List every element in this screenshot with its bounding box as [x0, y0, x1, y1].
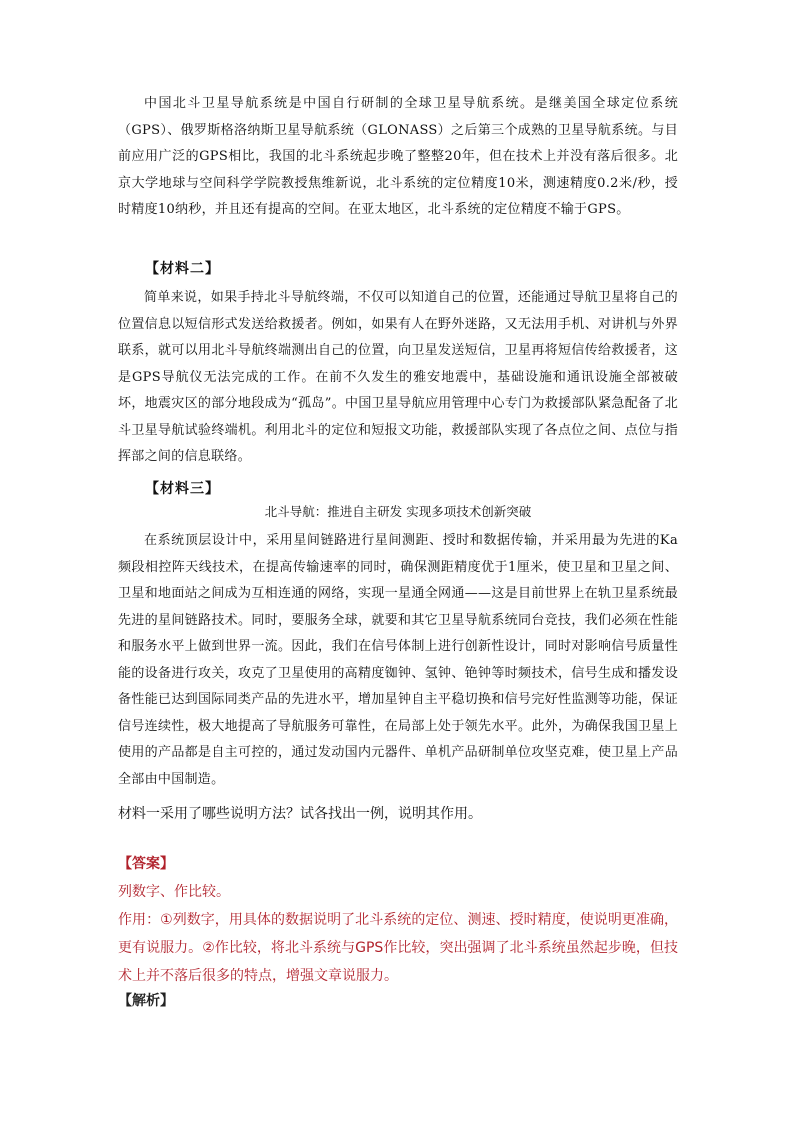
material3-title: 北斗导航：推进自主研发 实现多项技术创新突破: [264, 504, 532, 519]
material3-heading: 【材料三】: [145, 481, 220, 497]
material2-heading: 【材料二】: [145, 261, 220, 277]
answer-line-1: 列数字、作比较。: [118, 884, 230, 900]
material1-paragraph: 中国北斗卫星导航系统是中国自行研制的全球卫星导航系统。是继美国全球定位系统（GPS）、俄罗斯格洛纳斯卫星导航系统（GLONASS）之后第三个成熟的卫星导航系统。与目前应用广泛的GPS相比，我国的北斗系统起步晚了整整20年，但在技术上并没有落后很多。北京大学地球与空间科学学院教授焦维新说，北斗系统的定位精度10米，测速精度0.2米/秒，授时精度10纳秒，并且还有提高的空间。在亚太地区，北斗系统的定位精度不输于GPS。: [118, 96, 678, 217]
question-text: 材料一采用了哪些说明方法？试各找出一例，说明其作用。: [118, 806, 482, 822]
analysis-label: 【解析】: [118, 993, 174, 1009]
answer-line-2: 作用：①列数字，用具体的数据说明了北斗系统的定位、测速、授时精度，使说明更准确，更有说服力。②作比较，将北斗系统与GPS作比较，突出强调了北斗系统虽然起步晚，但技术上并不落后很多的特点，增强文章说服力。: [118, 912, 678, 984]
material3-paragraph: 在系统顶层设计中，采用星间链路进行星间测距、授时和数据传输，并采用最为先进的Ka频段相控阵天线技术，在提高传输速率的同时，确保测距精度优于1厘米，使卫星和卫星之间、卫星和地面站之间成为互相连通的网络，实现一星通全网通——这是目前世界上在轨卫星系统最先进的星间链路技术。同时，要服务全球，就要和其它卫星导航系统同台竞技，我们必须在性能和服务水平上做到世界一流。因此，我们在信号体制上进行创新性设计，同时对影响信号质量性能的设备进行攻关，攻克了卫星使用的高精度铷钟、氢钟、铯钟等时频技术，信号生成和播发设备性能已达到国际同类产品的先进水平，增加星钟自主平稳切换和信号完好性监测等功能，保证信号连续性，极大地提高了导航服务可靠性，在局部上处于领先水平。此外，为确保我国卫星上使用的产品都是自主可控的，通过发动国内元器件、单机产品研制单位攻坚克难，使卫星上产品全部由中国制造。: [118, 533, 678, 787]
material2-paragraph: 简单来说，如果手持北斗导航终端，不仅可以知道自己的位置，还能通过导航卫星将自己的位置信息以短信形式发送给救援者。例如，如果有人在野外迷路，又无法用手机、对讲机与外界联系，就可以用北斗导航终端测出自己的位置，向卫星发送短信，卫星再将短信传给救援者，这是GPS导航仪无法完成的工作。在前不久发生的雅安地震中，基础设施和通讯设施全部被破坏，地震灾区的部分地段成为“孤岛”。中国卫星导航应用管理中心专门为救援部队紧急配备了北斗卫星导航试验终端机。利用北斗的定位和短报文功能，救援部队实现了各点位之间、点位与指挥部之间的信息联络。: [118, 290, 678, 464]
answer-label: 【答案】: [118, 856, 174, 872]
